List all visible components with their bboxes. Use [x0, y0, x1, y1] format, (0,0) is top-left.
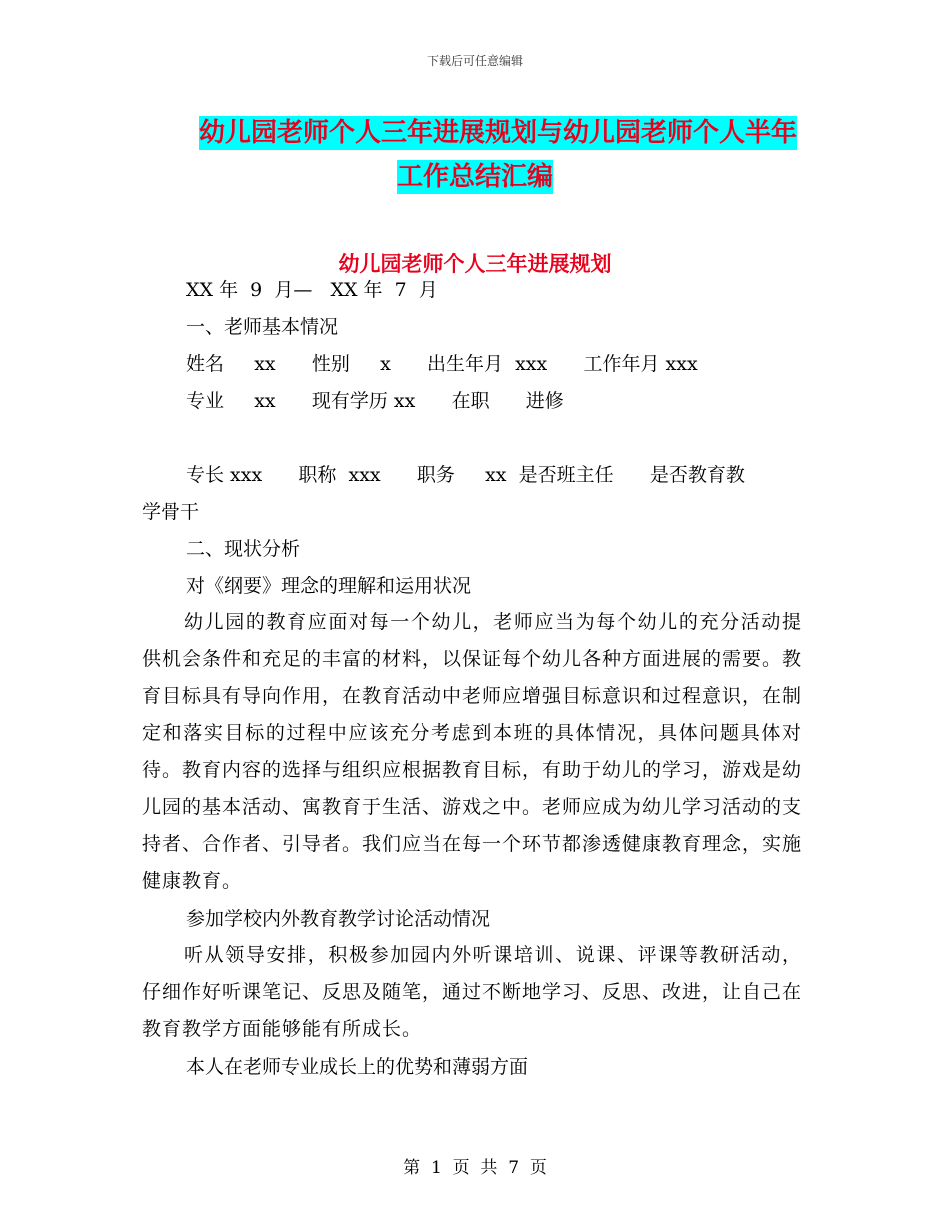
- info-row-3: 专长 xxx 职称 xxx 职务 xx 是否班主任 是否教育教: [186, 464, 745, 486]
- subheading-outline-understanding: 对《纲要》理念的理解和运用状况: [186, 575, 472, 597]
- paragraph-education-principles: 幼儿园的教育应面对每一个幼儿，老师应当为每个幼儿的充分活动提供机会条件和充足的丰富的材料，以保证每个幼儿各种方面进展的需要。教育目标具有导向作用，在教育活动中老师应增强目标意识和过程意识，在制定和落实目标的过程中应该充分考虑到本班的具体情况，具体问题具体对待。教育内容的选择与组织应根据教育目标，有助于幼儿的学习，游戏是幼儿园的基本活动、寓教育于生活、游戏之中。老师应成为幼儿学习活动的支持者、合作者、引导者。我们应当在每一个环节都渗透健康教育理念，实施健康教育。: [142, 611, 803, 892]
- document-title-line2-text: 工作总结汇编: [396, 162, 553, 192]
- heading-basic-info: 一、老师基本情况: [186, 316, 339, 338]
- info-row-2: 专业 xx 现有学历 xx 在职 进修: [186, 390, 564, 412]
- page-footer: 第 1 页 共 7 页: [403, 1158, 547, 1178]
- paragraph-research-participation: 听从领导安排，积极参加园内外听课培训、说课、评课等教研活动，仔细作好听课笔记、反思及随笔，通过不断地学习、反思、改进，让自己在教育教学方面能够能有所成长。: [142, 944, 803, 1040]
- header-note: 下载后可任意编辑: [426, 54, 523, 68]
- date-range: XX 年 9 月— XX 年 7 月: [186, 279, 438, 301]
- info-row-1: 姓名 xx 性别 x 出生年月 xxx 工作年月 xxx: [186, 353, 698, 375]
- heading-status-analysis: 二、现状分析: [186, 538, 301, 560]
- section-title: 幼儿园老师个人三年进展规划: [338, 252, 612, 276]
- info-row-3-continued: 学骨干: [142, 501, 200, 523]
- subheading-strengths-weaknesses: 本人在老师专业成长上的优势和薄弱方面: [186, 1056, 529, 1078]
- document-title-line1: [0, 112, 950, 149]
- document-title-line1-text: 幼儿园老师个人三年进展规划与幼儿园老师个人半年: [198, 118, 797, 148]
- document-title-line2: [0, 156, 950, 193]
- subheading-research-activities: 参加学校内外教育教学讨论活动情况: [186, 908, 491, 930]
